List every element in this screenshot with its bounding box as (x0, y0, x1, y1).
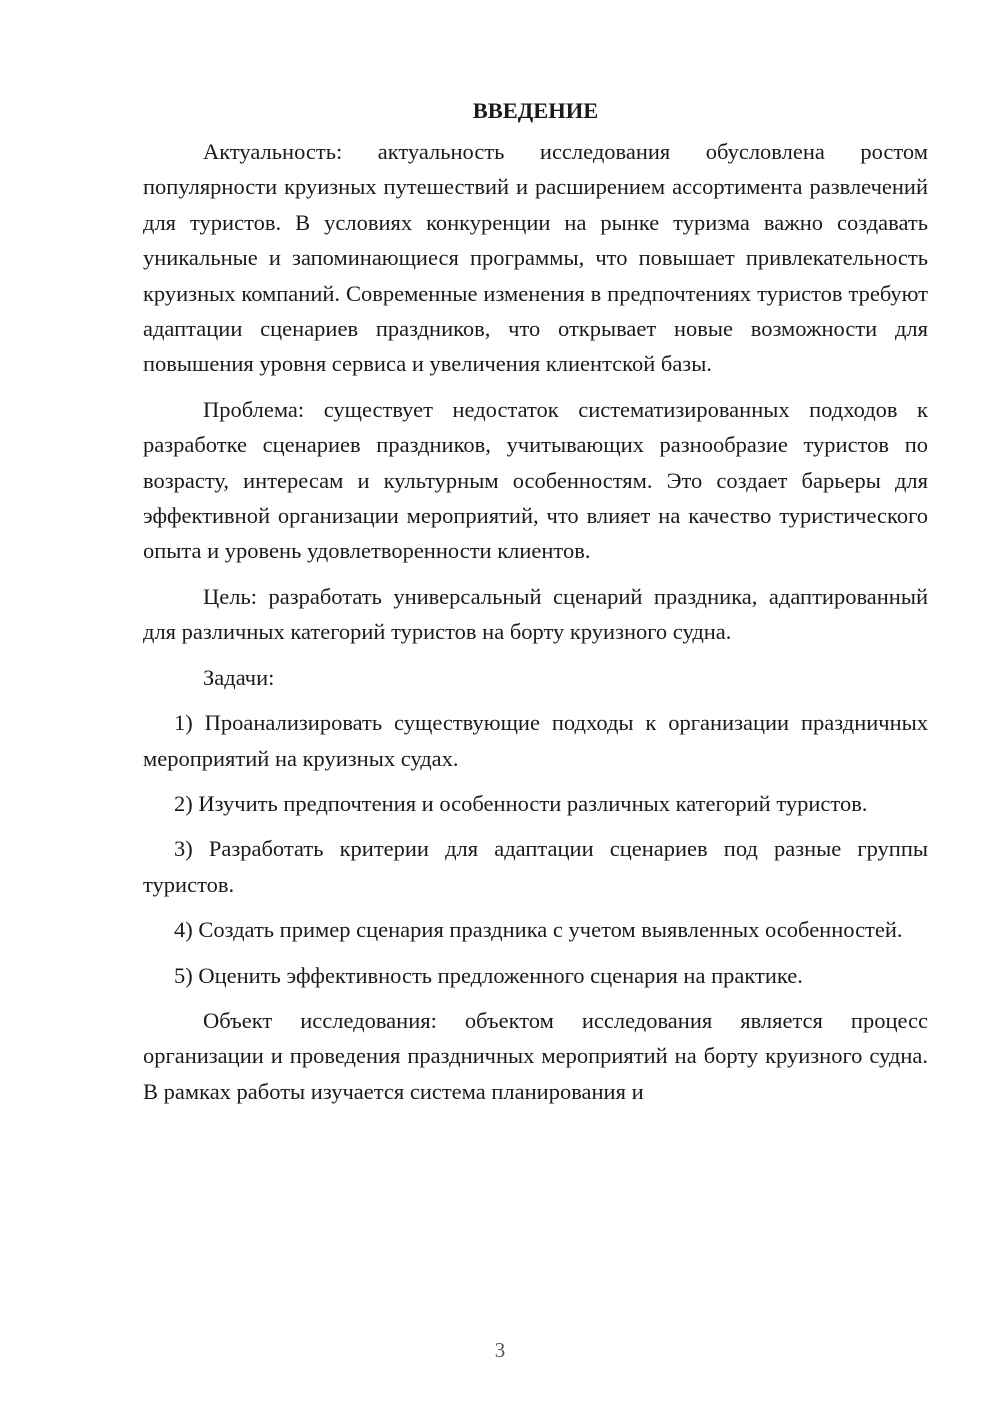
task-item: 2) Изучить предпочтения и особенности различных категорий туристов. (174, 790, 868, 816)
page-number: 3 (494, 1338, 506, 1362)
object-paragraph: Объект исследования: объектом исследования является процесс организации и проведения праздничных мероприятий на борту круизного судна. В рамках работы изучается система планирования и (143, 1007, 928, 1104)
task-item: 5) Оценить эффективность предложенного сценария на практике. (174, 962, 803, 988)
goal-paragraph: Цель: разработать универсальный сценарий праздника, адаптированный для различных категорий туристов на борту круизного судна. (143, 583, 928, 645)
problem-paragraph: Проблема: существует недостаток систематизированных подходов к разработке сценариев праздников, учитывающих разнообразие туристов по возрасту, интересам и культурным особенностям. Это создает барьеры для эффективной организации мероприятий, что влияет на качество туристического опыта и уровень удовлетворенности клиентов. (143, 396, 928, 564)
task-item: 1) Проанализировать существующие подходы к организации праздничных мероприятий на круизных судах. (143, 710, 928, 771)
task-item: 3) Разработать критерии для адаптации сценариев под разные группы туристов. (143, 836, 928, 897)
task-item: 4) Создать пример сценария праздника с учетом выявленных особенностей. (174, 917, 903, 943)
page-title: ВВЕДЕНИЕ (472, 98, 599, 123)
tasks-heading: Задачи: (203, 664, 275, 690)
relevance-paragraph: Актуальность: актуальность исследования обусловлена ростом популярности круизных путешествий и расширением ассортимента развлечений для туристов. В условиях конкуренции на рынке туризма важно создавать уникальные и запоминающиеся программы, что повышает привлекательность круизных компаний. Современные изменения в предпочтениях туристов требуют адаптации сценариев праздников, что открывает новые возможности для повышения уровня сервиса и увеличения клиентской базы. (143, 139, 928, 377)
